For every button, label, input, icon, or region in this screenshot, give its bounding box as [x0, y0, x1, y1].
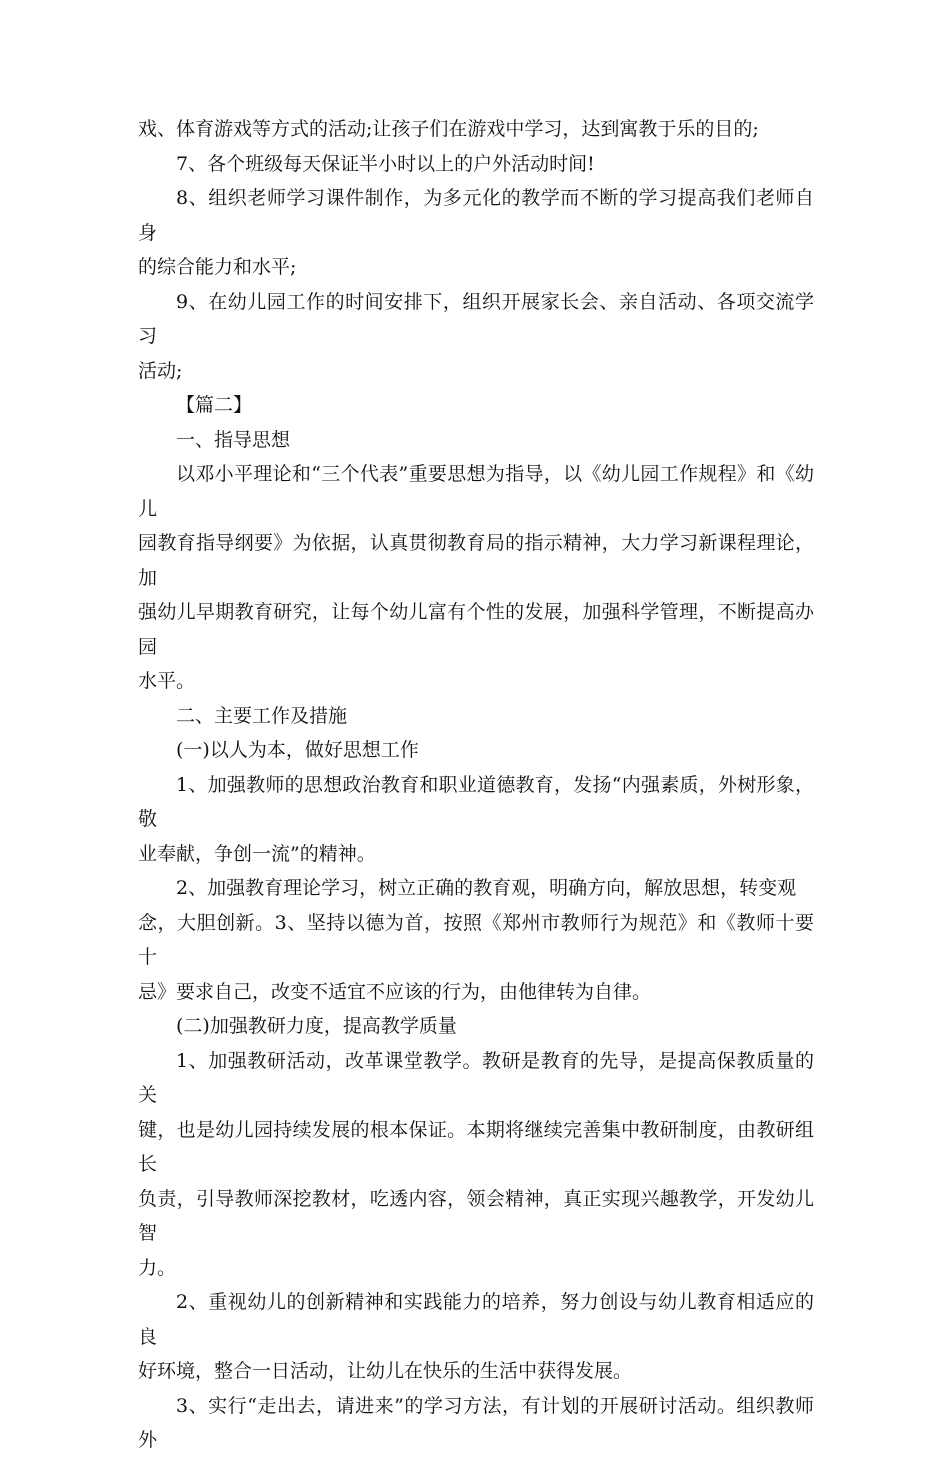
- section-heading: 【篇二】: [176, 394, 253, 416]
- text-line: 1、加强教研活动，改革课堂教学。教研是教育的先导，是提高保教质量的关: [138, 1049, 814, 1106]
- text-line: 念，大胆创新。3、坚持以德为首，按照《郑州市教师行为规范》和《教师十要十: [138, 911, 814, 968]
- text-line: 业奉献，争创一流”的精神。: [138, 842, 376, 865]
- text-line: 2、加强教育理论学习，树立正确的教育观，明确方向，解放思想，转变观: [176, 877, 797, 899]
- text-line: 水平。: [138, 670, 196, 692]
- text-line: 8、组织老师学习课件制作，为多元化的教学而不断的学习提高我们老师自身: [138, 187, 814, 244]
- text-line: 戏、体育游戏等方式的活动;让孩子们在游戏中学习，达到寓教于乐的目的;: [138, 118, 759, 140]
- text-line: 的综合能力和水平;: [138, 256, 297, 278]
- text-line: 强幼儿早期教育研究，让每个幼儿富有个性的发展，加强科学管理，不断提高办园: [138, 601, 814, 658]
- text-line: 键，也是幼儿园持续发展的根本保证。本期将继续完善集中教研制度，由教研组长: [138, 1118, 814, 1175]
- document-body: [138, 112, 814, 1458]
- text-line: 9、在幼儿园工作的时间安排下，组织开展家长会、亲自活动、各项交流学习: [138, 290, 814, 347]
- text-line: 7、各个班级每天保证半小时以上的户外活动时间!: [176, 152, 595, 175]
- text-line: 1、加强教师的思想政治教育和职业道德教育，发扬“内强素质，外树形象，敬: [138, 773, 814, 830]
- text-line: 活动;: [138, 359, 183, 382]
- text-line: 负责，引导教师深挖教材，吃透内容，领会精神，真正实现兴趣教学，开发幼儿智: [138, 1187, 814, 1244]
- section-heading: 一、指导思想: [176, 428, 291, 451]
- text-line: 忌》要求自己，改变不适宜不应该的行为，由他律转为自律。: [138, 980, 652, 1003]
- text-line: 2、重视幼儿的创新精神和实践能力的培养，努力创设与幼儿教育相适应的良: [138, 1291, 814, 1348]
- text-line: 以邓小平理论和“三个代表”重要思想为指导，以《幼儿园工作规程》和《幼儿: [138, 463, 814, 520]
- text-line: 力。: [138, 1256, 177, 1279]
- text-line: 好环境，整合一日活动，让幼儿在快乐的生活中获得发展。: [138, 1360, 633, 1382]
- section-heading: 二、主要工作及措施: [176, 704, 348, 727]
- text-line: 园教育指导纲要》为依据，认真贯彻教育局的指示精神，大力学习新课程理论，加: [138, 532, 814, 589]
- text-line: 3、实行“走出去，请进来”的学习方法，有计划的开展研讨活动。组织教师外: [138, 1394, 814, 1451]
- subsection-heading: (二)加强教研力度，提高教学质量: [176, 1015, 457, 1037]
- subsection-heading: (一)以人为本，做好思想工作: [176, 739, 419, 761]
